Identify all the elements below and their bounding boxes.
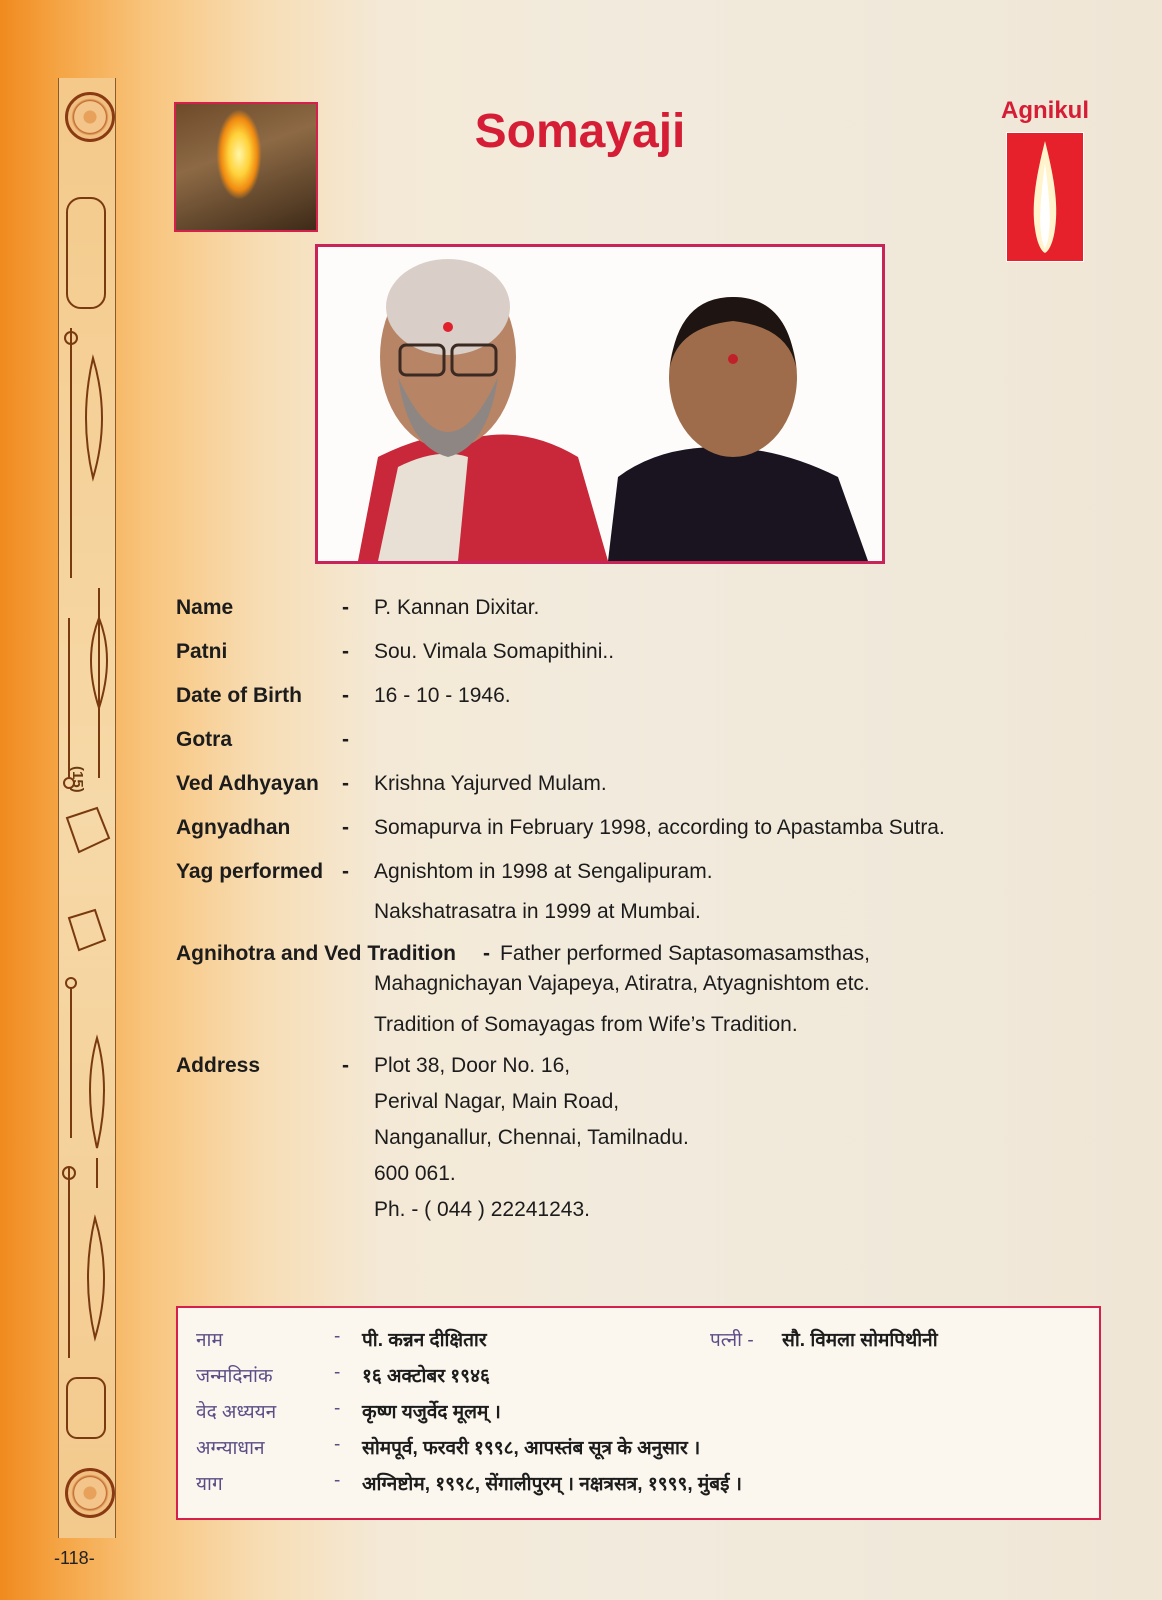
separator: - xyxy=(342,816,349,839)
tradition-value-line: Mahagnichayan Vajapeya, Atiratra, Atyagnishtom etc. xyxy=(374,972,870,995)
separator: - xyxy=(334,1434,341,1455)
tradition-value-line: Father performed Saptasomasamsthas, xyxy=(500,942,871,965)
hindi-label: नाम xyxy=(196,1330,223,1351)
page-title: Somayaji xyxy=(474,105,686,158)
hindi-dob-row xyxy=(196,1362,1086,1392)
hindi-yag-row xyxy=(196,1470,1086,1500)
hindi-value: अग्निष्टोम, १९९८, सेंगालीपुरम् । नक्षत्रसत्र, १९९९, मुंबई । xyxy=(362,1474,742,1495)
ved-label: Ved Adhyayan xyxy=(176,772,319,795)
agnyadhan-label: Agnyadhan xyxy=(176,816,291,839)
separator: - xyxy=(334,1362,341,1383)
brand-label: Agnikul xyxy=(1001,97,1089,124)
yag-value-line: Agnishtom in 1998 at Sengalipuram. xyxy=(374,860,713,883)
address-label: Address xyxy=(176,1054,261,1077)
hindi-name-row xyxy=(196,1326,1086,1356)
hindi-label: वेद अध्ययन xyxy=(196,1402,277,1423)
separator: - xyxy=(334,1470,341,1491)
hindi-patni-value: सौ. विमला सोमपिथीनी xyxy=(782,1330,938,1351)
separator: - xyxy=(342,728,349,751)
hindi-label: याग xyxy=(196,1474,223,1495)
hindi-value: सोमपूर्व, फरवरी १९९८, आपस्तंब सूत्र के अनुसार । xyxy=(362,1438,701,1459)
address-line: Perival Nagar, Main Road, xyxy=(374,1090,620,1113)
flame-logo-icon xyxy=(1006,132,1084,262)
hindi-value: कृष्ण यजुर्वेद मूलम् । xyxy=(362,1402,501,1423)
patni-label: Patni xyxy=(176,640,228,663)
address-line: 600 061. xyxy=(374,1162,456,1185)
hindi-patni-label: पत्नी - xyxy=(710,1330,754,1351)
hindi-summary-box xyxy=(176,1306,1101,1520)
separator: - xyxy=(342,1054,349,1077)
separator: - xyxy=(483,942,490,965)
hindi-label: अग्न्याधान xyxy=(196,1438,265,1459)
separator: - xyxy=(342,860,349,883)
dob-value: 16 - 10 - 1946. xyxy=(374,684,511,707)
agnyadhan-value: Somapurva in February 1998, according to Apastamba Sutra. xyxy=(374,816,945,839)
dob-label: Date of Birth xyxy=(176,684,302,707)
phone-line: Ph. - ( 044 ) 22241243. xyxy=(374,1198,590,1221)
hindi-value: पी. कन्नन दीक्षितार xyxy=(362,1330,487,1351)
separator: - xyxy=(342,596,349,619)
page-number: -118- xyxy=(54,1548,95,1568)
hindi-value: १६ अक्टोबर १९४६ xyxy=(362,1366,490,1387)
ved-value: Krishna Yajurved Mulam. xyxy=(374,772,607,795)
separator: - xyxy=(334,1398,341,1419)
name-label: Name xyxy=(176,596,234,619)
yajna-fire-photo xyxy=(174,102,318,232)
separator: - xyxy=(342,640,349,663)
yag-value-line: Nakshatrasatra in 1999 at Mumbai. xyxy=(374,900,701,923)
hindi-label: जन्मदिनांक xyxy=(196,1366,273,1387)
chakra-icon xyxy=(65,1468,115,1518)
hindi-ved-row xyxy=(196,1398,1086,1428)
patni-value: Sou. Vimala Somapithini.. xyxy=(374,640,615,663)
hindi-agnyadhan-row xyxy=(196,1434,1086,1464)
address-line: Plot 38, Door No. 16, xyxy=(374,1054,571,1077)
separator: - xyxy=(334,1326,341,1347)
separator: - xyxy=(342,772,349,795)
gotra-label: Gotra xyxy=(176,728,233,751)
tradition-value-line: Tradition of Somayagas from Wife’s Tradition. xyxy=(374,1013,798,1036)
yag-label: Yag performed xyxy=(176,860,324,883)
chakra-icon xyxy=(65,92,115,142)
couple-portrait-photo xyxy=(315,244,885,564)
tradition-label: Agnihotra and Ved Tradition xyxy=(176,942,457,965)
address-line: Nanganallur, Chennai, Tamilnadu. xyxy=(374,1126,689,1149)
separator: - xyxy=(342,684,349,707)
page-badge: (15) xyxy=(69,766,86,793)
name-value: P. Kannan Dixitar. xyxy=(374,596,540,619)
